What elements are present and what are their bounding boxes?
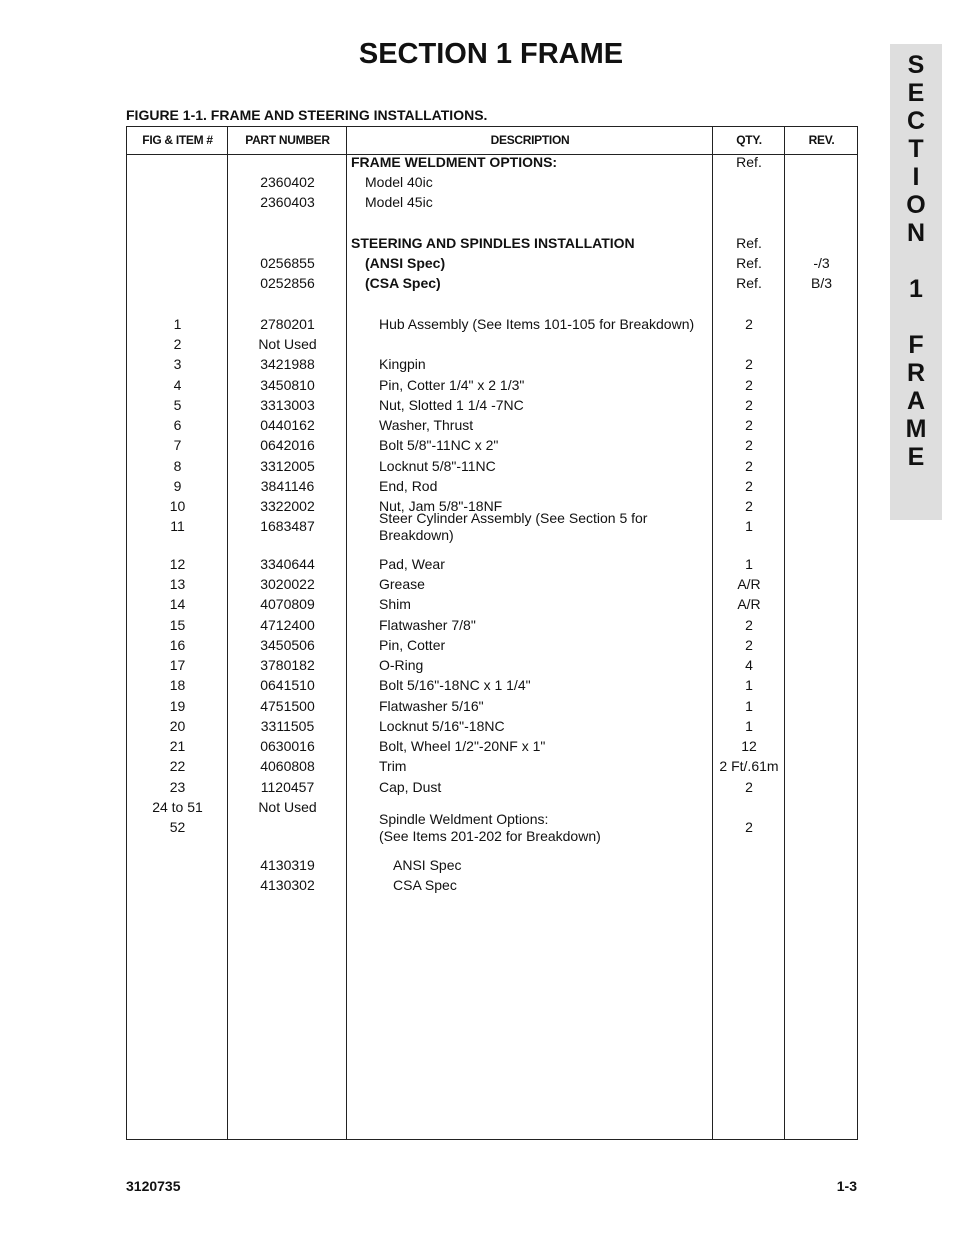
cell-desc: Flatwasher 7/8" [379,617,476,633]
cell-qty: Ref. [736,154,762,170]
cell-desc: ANSI Spec [393,857,462,873]
cell-fig: 6 [173,417,182,433]
cell-qty: Ref. [736,275,762,291]
cell-fig: 7 [173,437,182,453]
cell-part: 3841146 [260,478,315,494]
figure-caption: FIGURE 1-1. FRAME AND STEERING INSTALLATIONS. [126,107,488,123]
cell-desc: Spindle Weldment Options: (See Items 201-202 for Breakdown) [379,811,601,844]
cell-part: 0440162 [260,417,315,433]
cell-desc: (ANSI Spec) [365,255,446,271]
cell-part: 4060808 [260,758,315,774]
side-tab-letter: I [912,163,920,191]
cell-qty: A/R [737,576,761,592]
cell-desc: Model 45ic [365,194,433,210]
cell-desc: Grease [379,576,425,592]
cell-desc: Cap, Dust [379,779,442,795]
cell-fig: 5 [173,397,182,413]
side-tab-letter: R [906,359,926,387]
cell-desc: STEERING AND SPINDLES INSTALLATION [351,235,635,251]
cell-part: 0256855 [260,255,315,271]
cell-qty: A/R [737,596,761,612]
cell-qty: 2 [745,498,753,514]
cell-qty: 2 [745,417,753,433]
cell-desc: CSA Spec [393,877,457,893]
cell-part: 0641510 [260,677,315,693]
cell-qty: Ref. [736,235,762,251]
cell-part: 2360402 [260,174,315,190]
side-tab-letter: A [906,387,926,415]
cell-desc: O-Ring [379,657,424,673]
cell-part: Not Used [258,336,317,352]
cell-qty: 2 [745,437,753,453]
cell-part: 2360403 [260,194,315,210]
cell-fig: 11 [170,518,185,534]
cell-fig: 2 [173,336,182,352]
header-part-number: PART NUMBER [245,133,330,147]
cell-qty: Ref. [736,255,762,271]
header-description: DESCRIPTION [490,133,570,147]
cell-qty: 1 [745,556,753,572]
cell-fig: 10 [169,498,186,514]
cell-part: 3780182 [260,657,315,673]
cell-desc: Nut, Jam 5/8"-18NF [379,498,503,514]
cell-desc: FRAME WELDMENT OPTIONS: [351,154,558,170]
side-tab-letter: E [907,79,925,107]
cell-fig: 19 [169,698,186,714]
side-tab-letter: O [906,191,926,219]
cell-fig: 18 [169,677,186,693]
cell-qty: 2 [745,316,753,332]
cell-desc: Shim [379,596,411,612]
cell-part: 3450506 [260,637,315,653]
cell-fig: 13 [169,576,186,592]
cell-desc: Nut, Slotted 1 1/4 -7NC [379,397,524,413]
cell-fig: 1 [173,316,182,332]
cell-desc: Locknut 5/16"-18NC [379,718,505,734]
cell-qty: 1 [745,518,753,534]
side-tab-letter: S [907,51,925,79]
cell-part: 3313003 [260,397,315,413]
cell-fig: 24 to 51 [152,799,203,815]
cell-part: 4751500 [260,698,315,714]
cell-desc: Pin, Cotter 1/4" x 2 1/3" [379,377,525,393]
cell-qty: 2 [745,397,753,413]
cell-fig: 23 [169,779,186,795]
side-tab-letter: T [908,135,924,163]
cell-part: 3322002 [260,498,315,514]
cell-part: 4070809 [260,596,315,612]
cell-qty: 2 [745,377,753,393]
cell-qty: 2 [745,779,753,795]
page-number: 1-3 [836,1178,857,1194]
cell-part: 3311505 [260,718,315,734]
cell-part: 3421988 [260,356,315,372]
header-qty: QTY. [736,133,762,147]
cell-part: 0642016 [260,437,315,453]
cell-fig: 4 [173,377,182,393]
cell-part: 3312005 [260,458,315,474]
cell-desc: (CSA Spec) [365,275,441,291]
header-fig-item: FIG & ITEM # [142,133,213,147]
cell-rev: -/3 [813,255,830,271]
cell-qty: 1 [745,718,753,734]
cell-fig: 15 [169,617,186,633]
side-tab-letter: N [906,219,926,247]
cell-part: 4130302 [260,877,315,893]
page-title: SECTION 1 FRAME [358,38,624,70]
cell-fig: 20 [169,718,186,734]
cell-fig: 3 [173,356,182,372]
header-rev: REV. [808,133,835,147]
cell-part: Not Used [258,799,317,815]
cell-desc: Hub Assembly (See Items 101-105 for Breakdown) [379,316,695,332]
cell-part: 3450810 [260,377,315,393]
cell-fig: 52 [169,819,186,835]
cell-fig: 17 [169,657,186,673]
cell-qty: 1 [745,698,753,714]
table-header-row [127,127,857,155]
cell-desc: Trim [379,758,407,774]
cell-part: 3340644 [260,556,315,572]
side-tab-letter: M [905,415,927,443]
cell-part: 1120457 [260,779,315,795]
side-tab-letter: 1 [909,275,923,303]
cell-fig: 22 [169,758,186,774]
cell-qty: 4 [745,657,753,673]
cell-part: 1683487 [260,518,315,534]
cell-fig: 14 [169,596,186,612]
cell-fig: 21 [169,738,186,754]
cell-qty: 2 [745,478,753,494]
cell-qty: 2 [745,356,753,372]
cell-fig: 9 [173,478,182,494]
cell-desc: Bolt, Wheel 1/2"-20NF x 1" [379,738,546,754]
cell-desc: End, Rod [379,478,438,494]
cell-part: 4130319 [260,857,315,873]
cell-desc: Locknut 5/8"-11NC [379,458,496,474]
side-tab-letter: F [908,331,924,359]
cell-desc: Pin, Cotter [379,637,446,653]
cell-rev: B/3 [810,275,832,291]
cell-part: 3020022 [260,576,315,592]
cell-desc: Washer, Thrust [379,417,474,433]
cell-desc: Pad, Wear [379,556,445,572]
document-number: 3120735 [126,1178,181,1194]
parts-table [126,126,858,1140]
cell-fig: 8 [173,458,182,474]
cell-part: 0630016 [260,738,315,754]
cell-desc: Bolt 5/8"-11NC x 2" [379,437,499,453]
cell-part: 0252856 [260,275,315,291]
cell-part: 2780201 [260,316,315,332]
cell-qty: 12 [741,738,757,754]
cell-desc: Model 40ic [365,174,433,190]
cell-desc: Steer Cylinder Assembly (See Section 5 for Breakdown) [379,510,648,543]
side-tab-letter: E [907,443,925,471]
cell-desc: Bolt 5/16"-18NC x 1 1/4" [379,677,531,693]
cell-qty: 2 Ft/.61m [719,758,779,774]
section-side-tab [890,44,942,520]
side-tab-letter: C [906,107,926,135]
cell-part: 4712400 [260,617,315,633]
cell-fig: 16 [169,637,186,653]
cell-fig: 12 [169,556,186,572]
cell-qty: 1 [745,677,753,693]
cell-qty: 2 [745,617,753,633]
cell-desc: Flatwasher 5/16" [379,698,484,714]
cell-desc: Kingpin [379,356,426,372]
cell-qty: 2 [745,637,753,653]
cell-qty: 2 [745,458,753,474]
cell-qty: 2 [745,819,753,835]
